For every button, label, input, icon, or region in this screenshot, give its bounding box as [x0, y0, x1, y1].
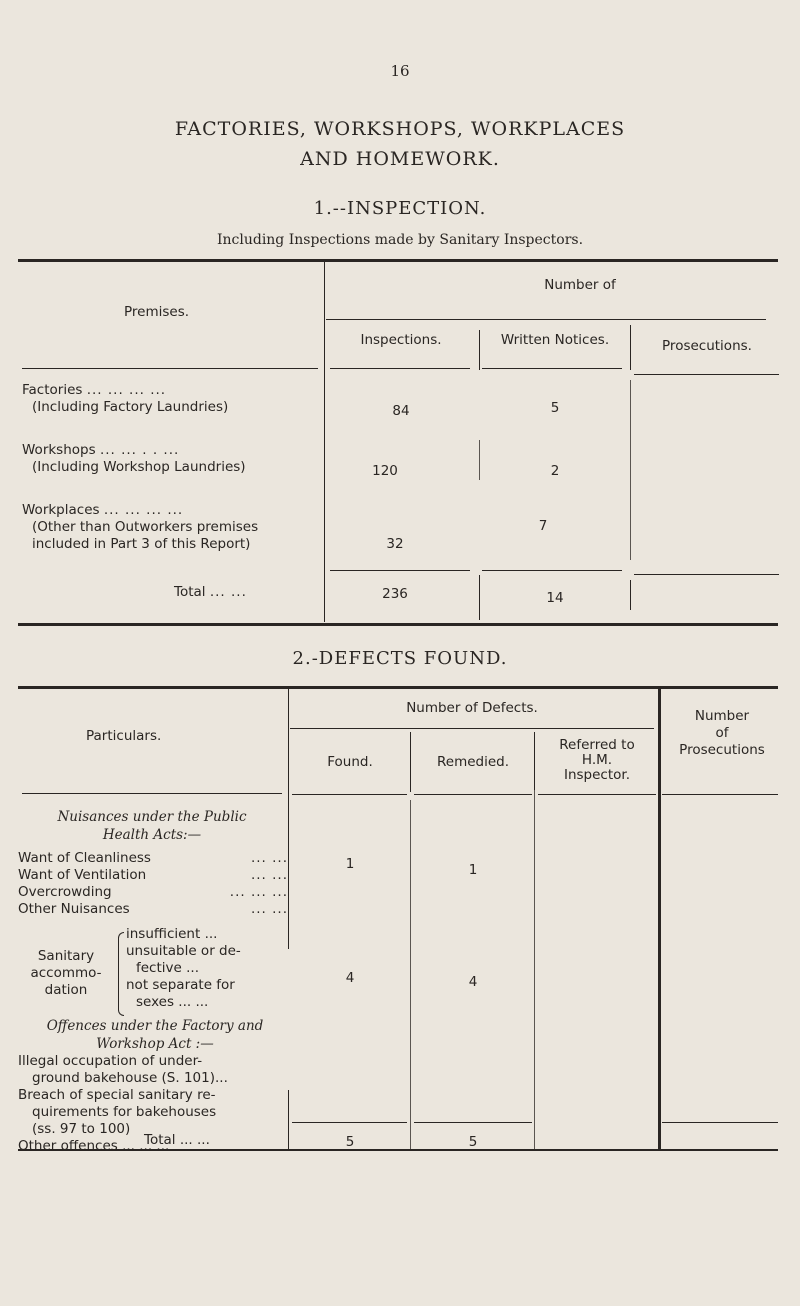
page-title-line1: FACTORIES, WORKSHOPS, WORKPLACES — [174, 118, 626, 140]
table2-top-rule — [18, 686, 778, 689]
table2-thick-divider — [658, 689, 661, 1149]
table1-total-label: Total ... ... — [174, 584, 247, 600]
header-number-of: Number of — [544, 277, 616, 293]
total-remedied: 5 — [468, 1134, 478, 1150]
sanitary-label: Sanitary accommo- dation — [30, 948, 102, 998]
nuisance-item: Want of Cleanliness ... ... — [18, 850, 288, 866]
header-inspections: Inspections. — [360, 332, 442, 348]
workshops-notices: 2 — [550, 463, 560, 479]
row-workplaces-note2: included in Part 3 of this Report) — [32, 536, 251, 552]
sanitary-brace — [118, 932, 124, 1016]
cleanliness-found: 1 — [345, 856, 355, 872]
row-workshops-note: (Including Workshop Laundries) — [32, 459, 246, 475]
sanitary-found: 4 — [345, 970, 355, 986]
table1-header-rule — [326, 319, 766, 320]
table1-divider — [324, 262, 325, 622]
workplaces-notices: 7 — [538, 518, 548, 534]
section1-title: 1.--INSPECTION. — [313, 198, 487, 219]
nuisance-item: Want of Ventilation ... ... — [18, 867, 288, 883]
header-written-notices: Written Notices. — [500, 332, 610, 348]
table1-bottom-rule — [18, 623, 778, 626]
header-remedied: Remedied. — [436, 754, 510, 770]
page-title-line2: AND HOMEWORK. — [300, 148, 500, 170]
nuisances-list — [18, 850, 288, 918]
total-notices: 14 — [546, 590, 564, 606]
offences-heading: Offences under the Factory and Workshop Act :— — [46, 1018, 264, 1052]
page-number: 16 — [390, 62, 410, 80]
sanitary-remedied: 4 — [468, 974, 478, 990]
factories-inspections: 84 — [392, 403, 410, 419]
nuisance-item: Overcrowding ... ... ... — [18, 884, 288, 900]
header-premises: Premises. — [124, 304, 190, 320]
section1-subtitle: Including Inspections made by Sanitary Inspectors. — [216, 232, 584, 248]
workshops-inspections: 120 — [372, 463, 398, 479]
table2-total-label: Total ... ... — [144, 1132, 210, 1148]
header-number-of-prosecutions: Number of Prosecutions — [679, 708, 765, 758]
header-referred: Referred to H.M. Inspector. — [559, 737, 635, 783]
total-found: 5 — [345, 1134, 355, 1150]
table1-top-rule — [18, 259, 778, 262]
nuisance-item: Other Nuisances ... ... — [18, 901, 288, 917]
row-factories-note: (Including Factory Laundries) — [32, 399, 229, 415]
factories-notices: 5 — [550, 400, 560, 416]
total-inspections: 236 — [382, 586, 408, 602]
page-title — [0, 114, 800, 174]
header-particulars: Particulars. — [86, 728, 162, 744]
cleanliness-remedied: 1 — [468, 862, 478, 878]
header-number-of-defects: Number of Defects. — [406, 700, 538, 716]
row-factories-label: Factories ... ... ... ... — [22, 382, 167, 398]
row-workshops-label: Workshops ... ... . . ... — [22, 442, 180, 458]
header-prosecutions: Prosecutions. — [662, 338, 752, 354]
sanitary-items: insufficient ... unsuitable or de- fective ... not separate for sexes ... ... — [126, 926, 241, 1010]
offences-list: Illegal occupation of under- ground bakehouse (S. 101)... Breach of special sanitary re- quirements for bakehouses (ss. 97 to 100) Other offences ... ... ... — [18, 1053, 228, 1154]
nuisances-heading: Nuisances under the Public Health Acts:— — [57, 809, 247, 843]
row-workplaces-note1: (Other than Outworkers premises — [32, 519, 259, 535]
workplaces-inspections: 32 — [386, 536, 404, 552]
header-found: Found. — [327, 754, 373, 770]
row-workplaces-label: Workplaces ... ... ... ... — [22, 502, 184, 518]
section2-title: 2.-DEFECTS FOUND. — [292, 648, 508, 669]
